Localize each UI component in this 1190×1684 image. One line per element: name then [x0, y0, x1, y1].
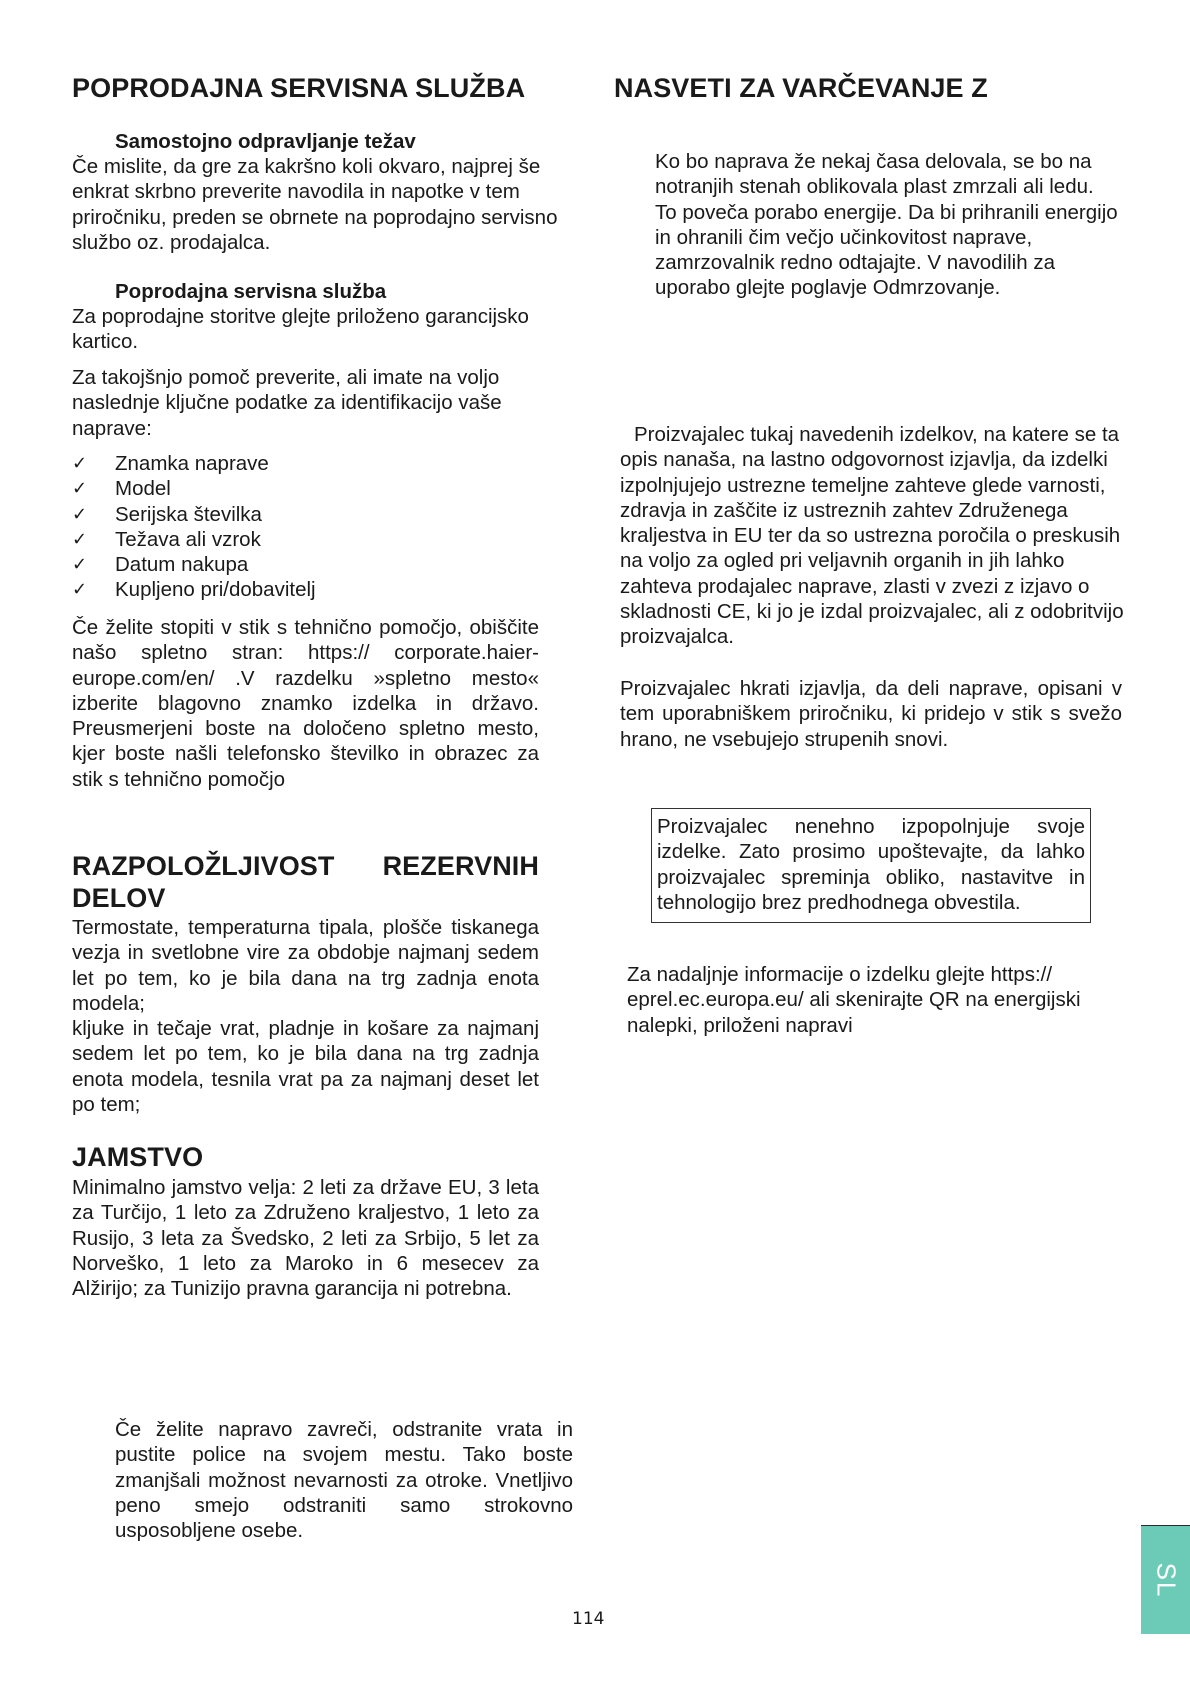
heading-spare-parts: RAZPOLOŽLJIVOST REZERVNIH DELOV: [72, 851, 539, 913]
troubleshooting-text: Če mislite, da gre za kakršno koli okvaro, najprej še enkrat skrbno preverite navodila in napotke v tem priročniku, preden se obrnete na poprodajno servisno službo oz. prodajalca.: [72, 155, 558, 254]
list-item: ✓ Serijska številka: [72, 502, 262, 526]
list-item: ✓ Model: [72, 477, 171, 501]
disposal-text: Če želite napravo zavreči, odstranite vrata in pustite police na svojem mestu. Tako boste zmanjšali možnost nevarnosti za otroke. Vnetljivo peno smejo odstraniti samo strokovno usposobljene osebe.: [115, 1418, 573, 1543]
checkmark-icon: ✓: [72, 503, 88, 525]
notice-box-text: Proizvajalec nenehno izpopolnjuje svoje izdelke. Zato prosimo upoštevajte, da lahko proizvajalec spreminja obliko, nastavitve in tehnologijo brez predhodnega obvestila.: [657, 815, 1085, 914]
language-tab-sl: [1141, 1525, 1190, 1634]
spare-parts-text-1: Termostate, temperaturna tipala, plošče tiskanega vezja in svetlobne vire za obdobje najmanj sedem let po tem, ko je bila dana na trg zadnja enota modela;: [72, 916, 539, 1015]
spare-parts-text-2: kljuke in tečaje vrat, pladnje in košare za najmanj sedem let po tem, ko je bila dana na trg zadnja enota modela, tesnila vrat pa za najmanj deset let po tem;: [72, 1017, 539, 1116]
checkmark-icon: ✓: [72, 579, 88, 601]
heading-after-sales-service: POPRODAJNA SERVISNA SLUŽBA: [72, 73, 526, 103]
subheading-service: Poprodajna servisna služba: [115, 280, 387, 303]
notice-box: [651, 808, 1091, 923]
list-item: ✓ Datum nakupa: [72, 553, 249, 577]
list-item: ✓ Kupljeno pri/dobavitelj: [72, 578, 316, 602]
language-tab-label: SL: [1151, 1562, 1181, 1598]
checkmark-icon: ✓: [72, 554, 88, 576]
info-intro-text: Za takojšnjo pomoč preverite, ali imate na voljo naslednje ključne podatke za identifikacijo vaše naprave:: [72, 366, 502, 440]
defrost-tip-text: Ko bo naprava že nekaj časa delovala, se bo na notranjih stenah oblikovala plast zmrzali ali ledu. To poveča porabo energije. Da bi prihranili energijo in ohranili čim večjo učinkovitost naprave, zamrzovalnik redno odtajajte. V navodilih za uporabo glejte poglavje Odmrzovanje.: [655, 150, 1118, 300]
food-contact-declaration-text: Proizvajalec hkrati izjavlja, da deli naprave, opisani v tem uporabniškem priročniku, ki pridejo v stik s svežo hrano, ne vsebujejo strupenih snovi.: [620, 677, 1122, 751]
heading-energy-saving-tips: NASVETI ZA VARČEVANJE Z: [614, 73, 988, 103]
checkmark-icon: ✓: [72, 528, 88, 550]
identification-checklist: [72, 451, 542, 603]
checkmark-icon: ✓: [72, 478, 88, 500]
eprel-info-text: Za nadaljnje informacije o izdelku glejte https:// eprel.ec.europa.eu/ ali skenirajte QR na energijski nalepki, priloženi napravi: [627, 963, 1081, 1037]
list-item: ✓ Znamka naprave: [72, 452, 269, 475]
checkmark-icon: ✓: [72, 453, 88, 474]
service-text: Za poprodajne storitve glejte priloženo garancijsko kartico.: [72, 305, 529, 354]
tech-support-contact-text: Če želite stopiti v stik s tehnično pomočjo, obiščite našo spletno stran: https:// corporate.haier-europe.com/en/ .V razdelku »spletno mesto« izberite blagovno znamko izdelka in državo. Preusmerjeni boste na določeno spletno mesto, kjer boste našli telefonsko številko in obrazec za stik s tehnično pomočjo: [72, 616, 539, 791]
warranty-text: Minimalno jamstvo velja: 2 leti za države EU, 3 leta za Turčijo, 1 leto za Združeno kraljestvo, 1 leto za Rusijo, 3 leta za Švedsko, 2 leti za Srbijo, 5 let za Norveško, 1 leto za Maroko in 6 mesecev za Alžirijo; za Tunizijo pravna garancija ni potrebna.: [72, 1176, 539, 1301]
list-item: ✓ Težava ali vzrok: [72, 527, 261, 551]
page-number: 114: [572, 1609, 605, 1629]
heading-warranty: JAMSTVO: [72, 1142, 204, 1172]
subheading-troubleshooting: Samostojno odpravljanje težav: [115, 130, 416, 153]
conformity-declaration-text: Proizvajalec tukaj navedenih izdelkov, na katere se ta opis nanaša, na lastno odgovornost izjavlja, da izdelki izpolnjujejo ustrezne temeljne zahteve glede varnosti, zdravja in zaščite iz ustreznih zahtev Združenega kraljestva in EU ter da so ustrezna poročila o preskusih na voljo za ogled pri veljavnih organih in jih lahko zahteva prodajalec naprave, zlasti v zvezi z izjavo o skladnosti CE, ki jo je izdal proizvajalec, ali z odobritvijo proizvajalca.: [620, 423, 1124, 649]
